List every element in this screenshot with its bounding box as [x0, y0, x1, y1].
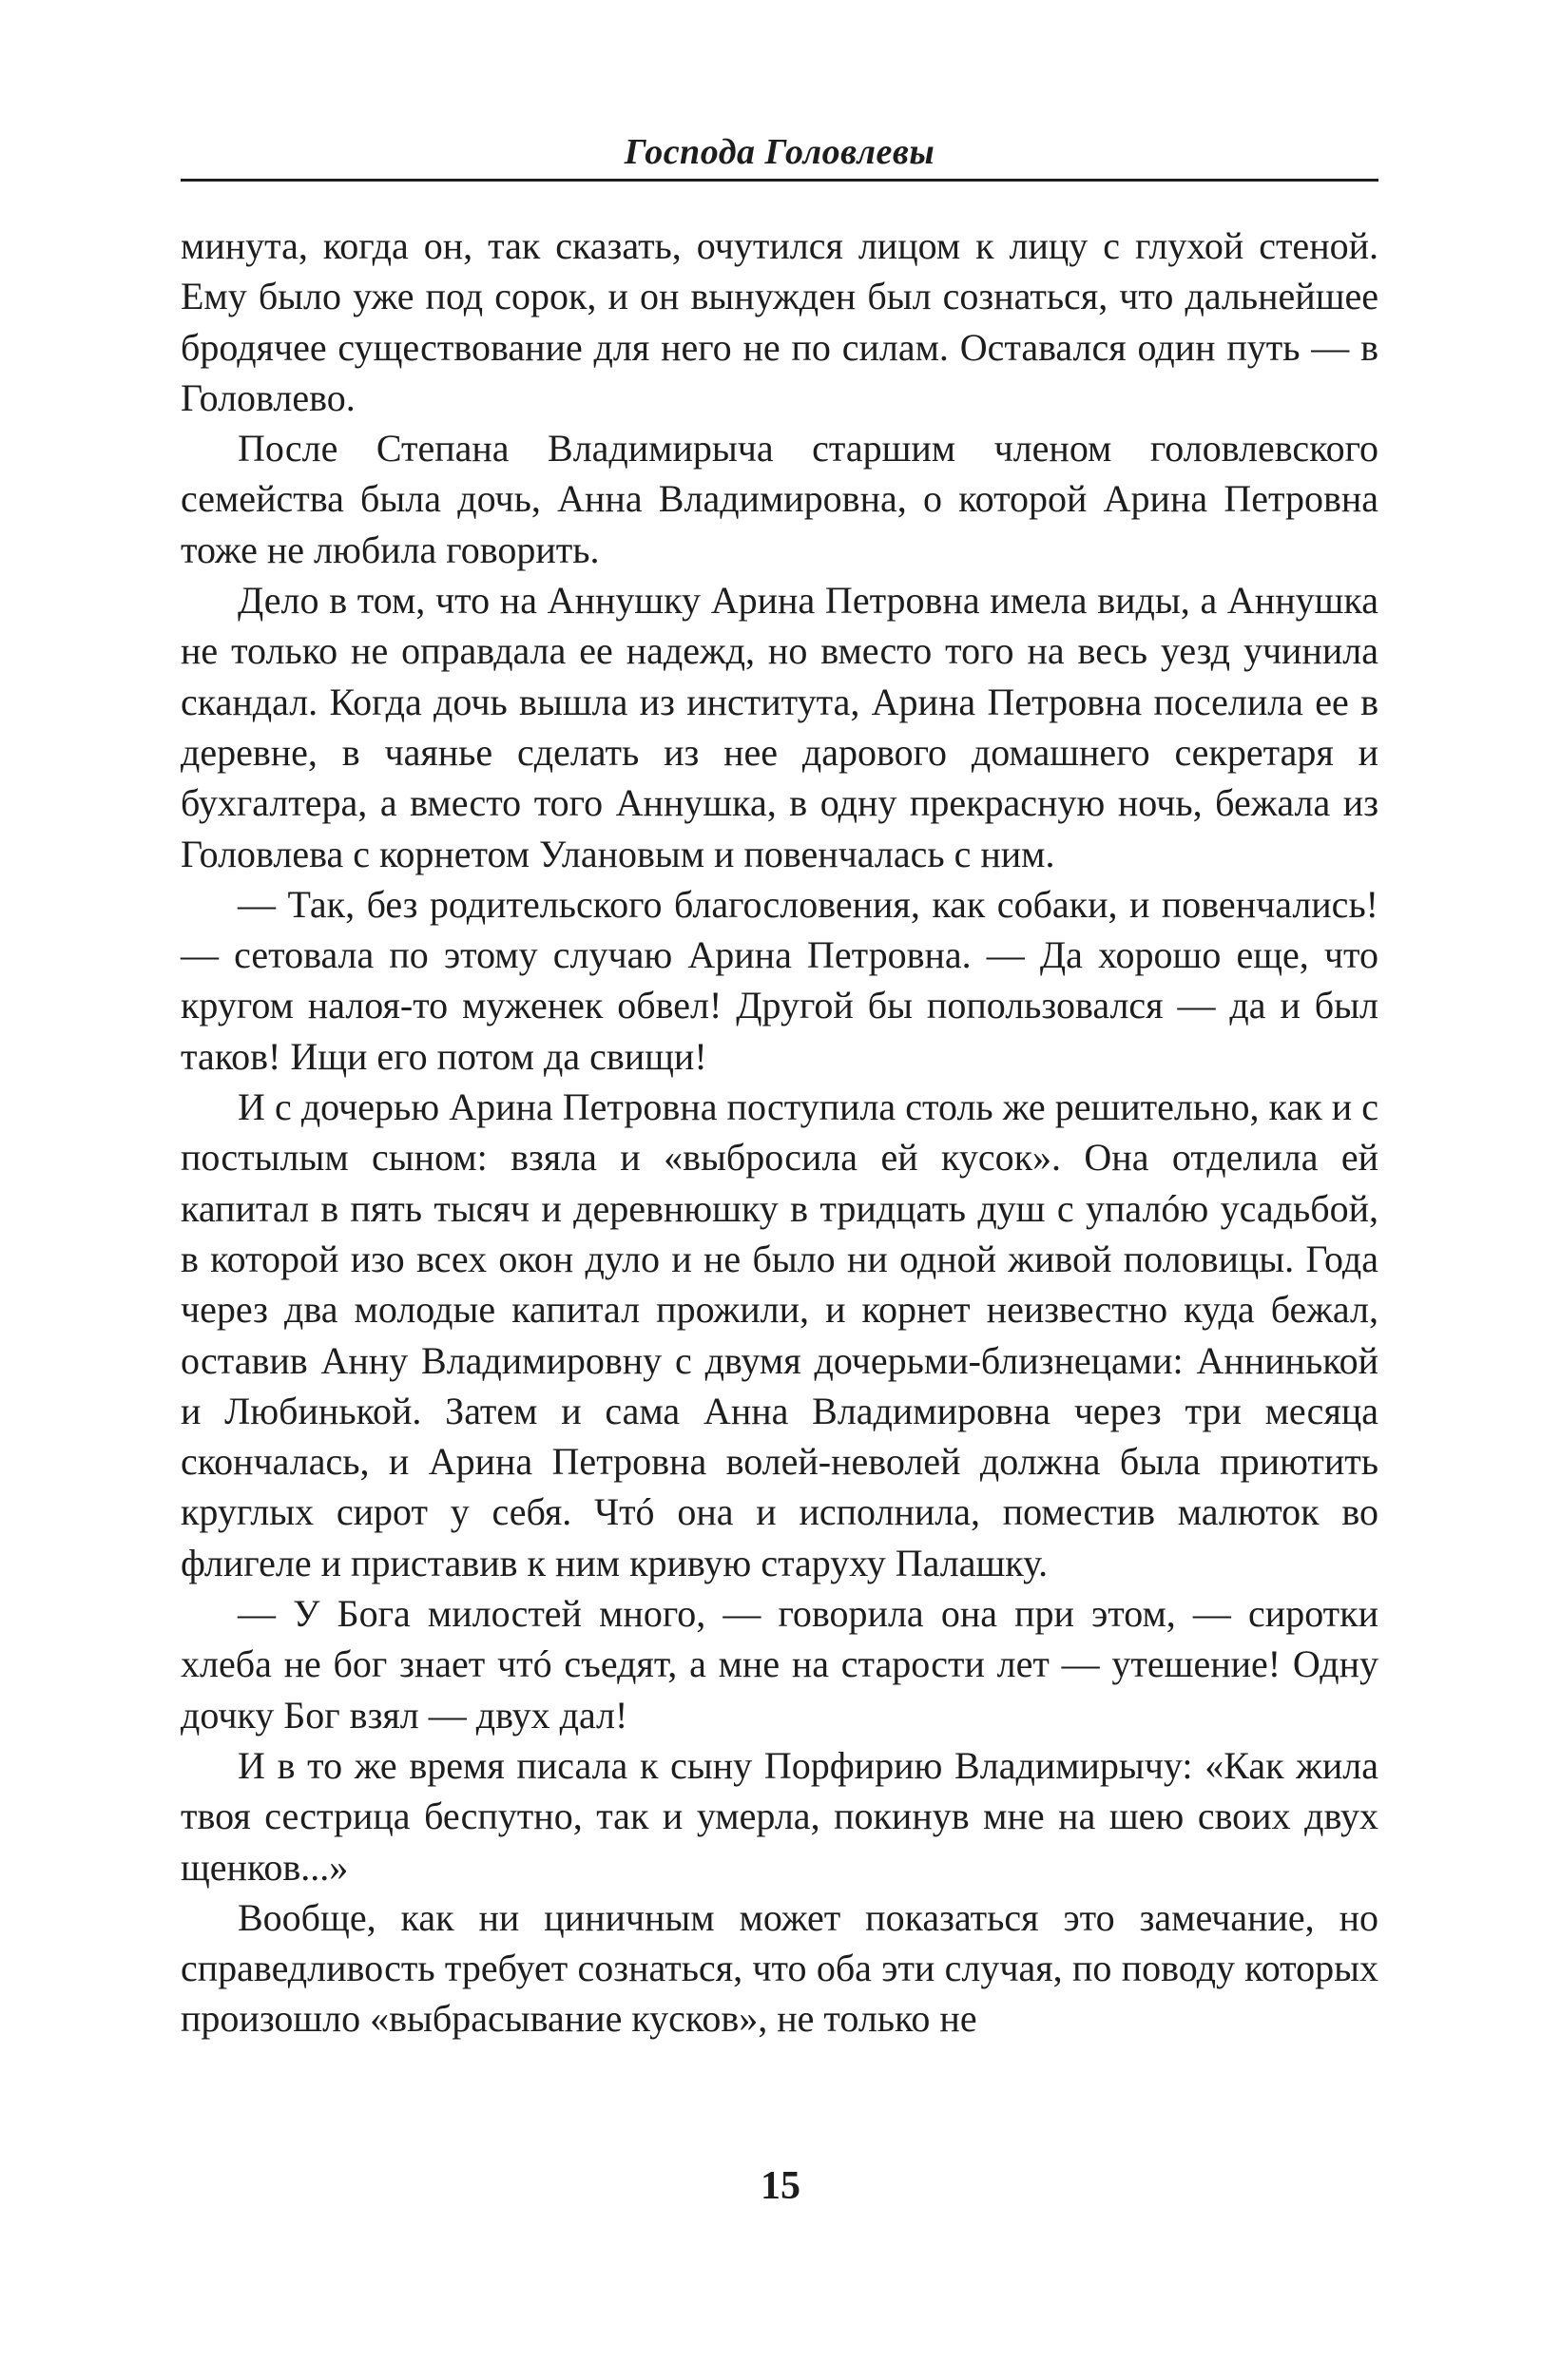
paragraph-4: — Так, без родительского благословения, как собаки, и повенчались! — сетовала по этому случаю Арина Петровна. — Да хорошо еще, что кругом налоя-то муженек обвел! Другой бы попользовался — да и был таков! Ищи его потом да свищи!	[181, 882, 1378, 1078]
paragraph-6: — У Бога милостей много, — говорила она при этом, — сиротки хлеба не бог знает чтó съедят, а мне на старости лет — утешение! Одну дочку Бог взял — двух дал!	[181, 1592, 1378, 1737]
body-text	[181, 221, 1378, 2044]
paragraph-5: И с дочерью Арина Петровна поступила столь же решительно, как и с постылым сыном: взяла и «выбросила ей кусок». Она отделила ей капитал в пять тысяч и деревнюшку в тридцать душ с упалóю усадьбой, в которой изо всех окон дуло и не было ни одной живой половицы. Года через два молодые капитал прожили, и корнет неизвестно куда бежал, оставив Анну Владимировну с двумя дочерьми-близнецами: Аннинькой и Любинькой. Затем и сама Анна Владимировна через три месяца скончалась, и Арина Петровна волей-неволей должна была приютить круглых сирот у себя. Чтó она и исполнила, поместив малюток во флигеле и приставив к ним кривую старуху Палашку.	[181, 1085, 1378, 1584]
running-head: Господа Головлевы	[624, 132, 935, 172]
paragraph-2: После Степана Владимирыча старшим членом головлевского семейства была дочь, Анна Владимировна, о которой Арина Петровна тоже не любила говорить.	[181, 427, 1378, 571]
paragraph-3: Дело в том, что на Аннушку Арина Петровна имела виды, а Аннушка не только не оправдала ее надежд, но вместо того на весь уезд учинила скандал. Когда дочь вышла из института, Арина Петровна поселила ее в деревне, в чаянье сделать из нее дарового домашнего секретаря и бухгалтера, а вместо того Аннушка, в одну прекрасную ночь, бежала из Головлева с корнетом Улановым и повенчалась с ним.	[181, 579, 1378, 875]
paragraph-8: Вообще, как ни циничным может показаться это замечание, но справедливость требует сознаться, что оба эти случая, по поводу которых произошло «выбрасывание кусков», не только не	[181, 1895, 1378, 2041]
paragraph-7: И в то же время писала к сыну Порфирию Владимирычу: «Как жила твоя сестрица беспутно, так и умерла, покинув мне на шею своих двух щенков...»	[181, 1743, 1378, 1889]
page-number: 15	[761, 2164, 800, 2208]
header-rule	[181, 179, 1378, 182]
paragraph-1: минута, когда он, так сказать, очутился лицом к лицу с глухой стеной. Ему было уже под сорок, и он вынужден был сознаться, что дальнейшее бродячее существование для него не по силам. Оставался один путь — в Головлево.	[181, 224, 1378, 419]
